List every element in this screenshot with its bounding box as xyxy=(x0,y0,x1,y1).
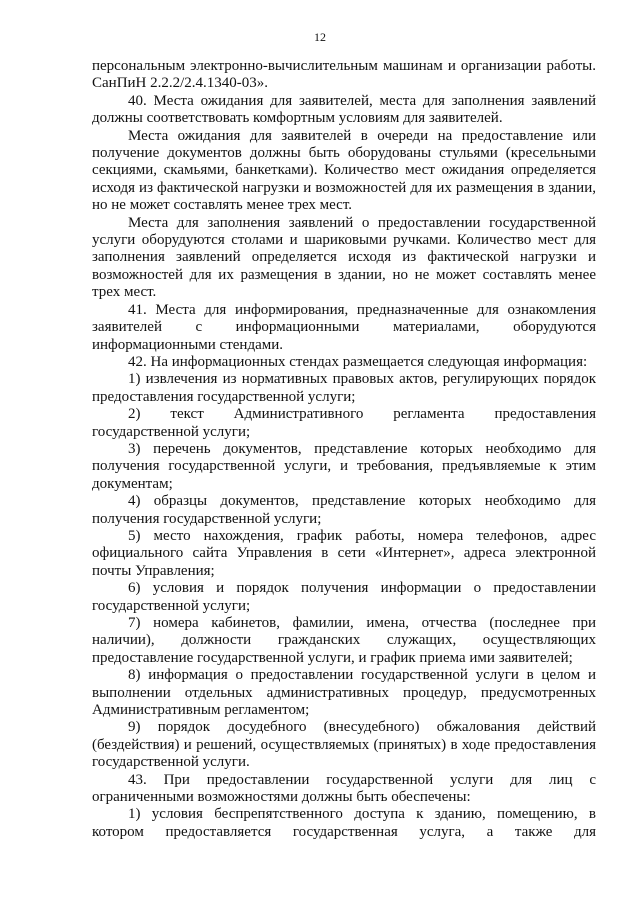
paragraph-43: 43. При предоставлении государственной услуги для лиц с ограниченными возможностями должны быть обеспечены: xyxy=(92,771,596,806)
list-item-2: 2) текст Административного регламента предоставления государственной услуги; xyxy=(92,406,596,440)
list-item-9: 9) порядок досудебного (внесудебного) обжалования действий (бездействия) и решений, осуществляемых (принятых) в ходе предоставления государственной услуги. xyxy=(92,719,596,771)
paragraph-continuation: персональным электронно-вычислительным машинам и организации работы. СанПиН 2.2.2/2.4.1340-03». xyxy=(92,58,596,92)
paragraph-filling-places: Места для заполнения заявлений о предоставлении государственной услуги оборудуются столами и шариковыми ручками. Количество мест для заполнения заявлений определяется исходя из фактической нагрузки и возможностей для их размещения в здании, но не может составлять менее трех мест. xyxy=(92,214,596,301)
page-number: 12 xyxy=(314,30,326,44)
list-item-5: 5) место нахождения, график работы, номера телефонов, адрес официального сайта Управления в сети «Интернет», адреса электронной почты Управления; xyxy=(92,527,596,579)
list-item-8: 8) информация о предоставлении государственной услуги в целом и выполнении отдельных административных процедур, предусмотренных Административным регламентом; xyxy=(92,667,596,719)
document-body xyxy=(92,58,596,841)
paragraph-40: 40. Места ожидания для заявителей, места для заполнения заявлений должны соответствовать комфортным условиям для заявителей. xyxy=(92,92,596,127)
list-item-6: 6) условия и порядок получения информации о предоставлении государственной услуги; xyxy=(92,580,596,614)
paragraph-waiting-places: Места ожидания для заявителей в очереди на предоставление или получение документов должны быть оборудованы стульями (кресельными секциями, скамьями, банкетками). Количество мест ожидания определяется исходя из фактической нагрузки и возможностей для их размещения в здании, но не может составлять менее трех мест. xyxy=(92,127,596,214)
list-item-4: 4) образцы документов, представление которых необходимо для получения государственной услуги; xyxy=(92,493,596,527)
list-item-7: 7) номера кабинетов, фамилии, имена, отчества (последнее при наличии), должности гражданских служащих, осуществляющих предоставление государственной услуги, и график приема ими заявителей; xyxy=(92,615,596,666)
list-item-1: 1) извлечения из нормативных правовых актов, регулирующих порядок предоставления государственной услуги; xyxy=(92,371,596,405)
paragraph-42: 42. На информационных стендах размещается следующая информация: xyxy=(128,353,588,370)
paragraph-41: 41. Места для информирования, предназначенные для ознакомления заявителей с информационными материалами, оборудуются информационными стендами. xyxy=(92,301,596,353)
list-item-3: 3) перечень документов, представление которых необходимо для получения государственной услуги, и требования, предъявляемые к этим документам; xyxy=(92,440,596,492)
list-item-43-1: 1) условия беспрепятственного доступа к зданию, помещению, в котором предоставляется государственная услуга, а также для xyxy=(92,806,596,840)
